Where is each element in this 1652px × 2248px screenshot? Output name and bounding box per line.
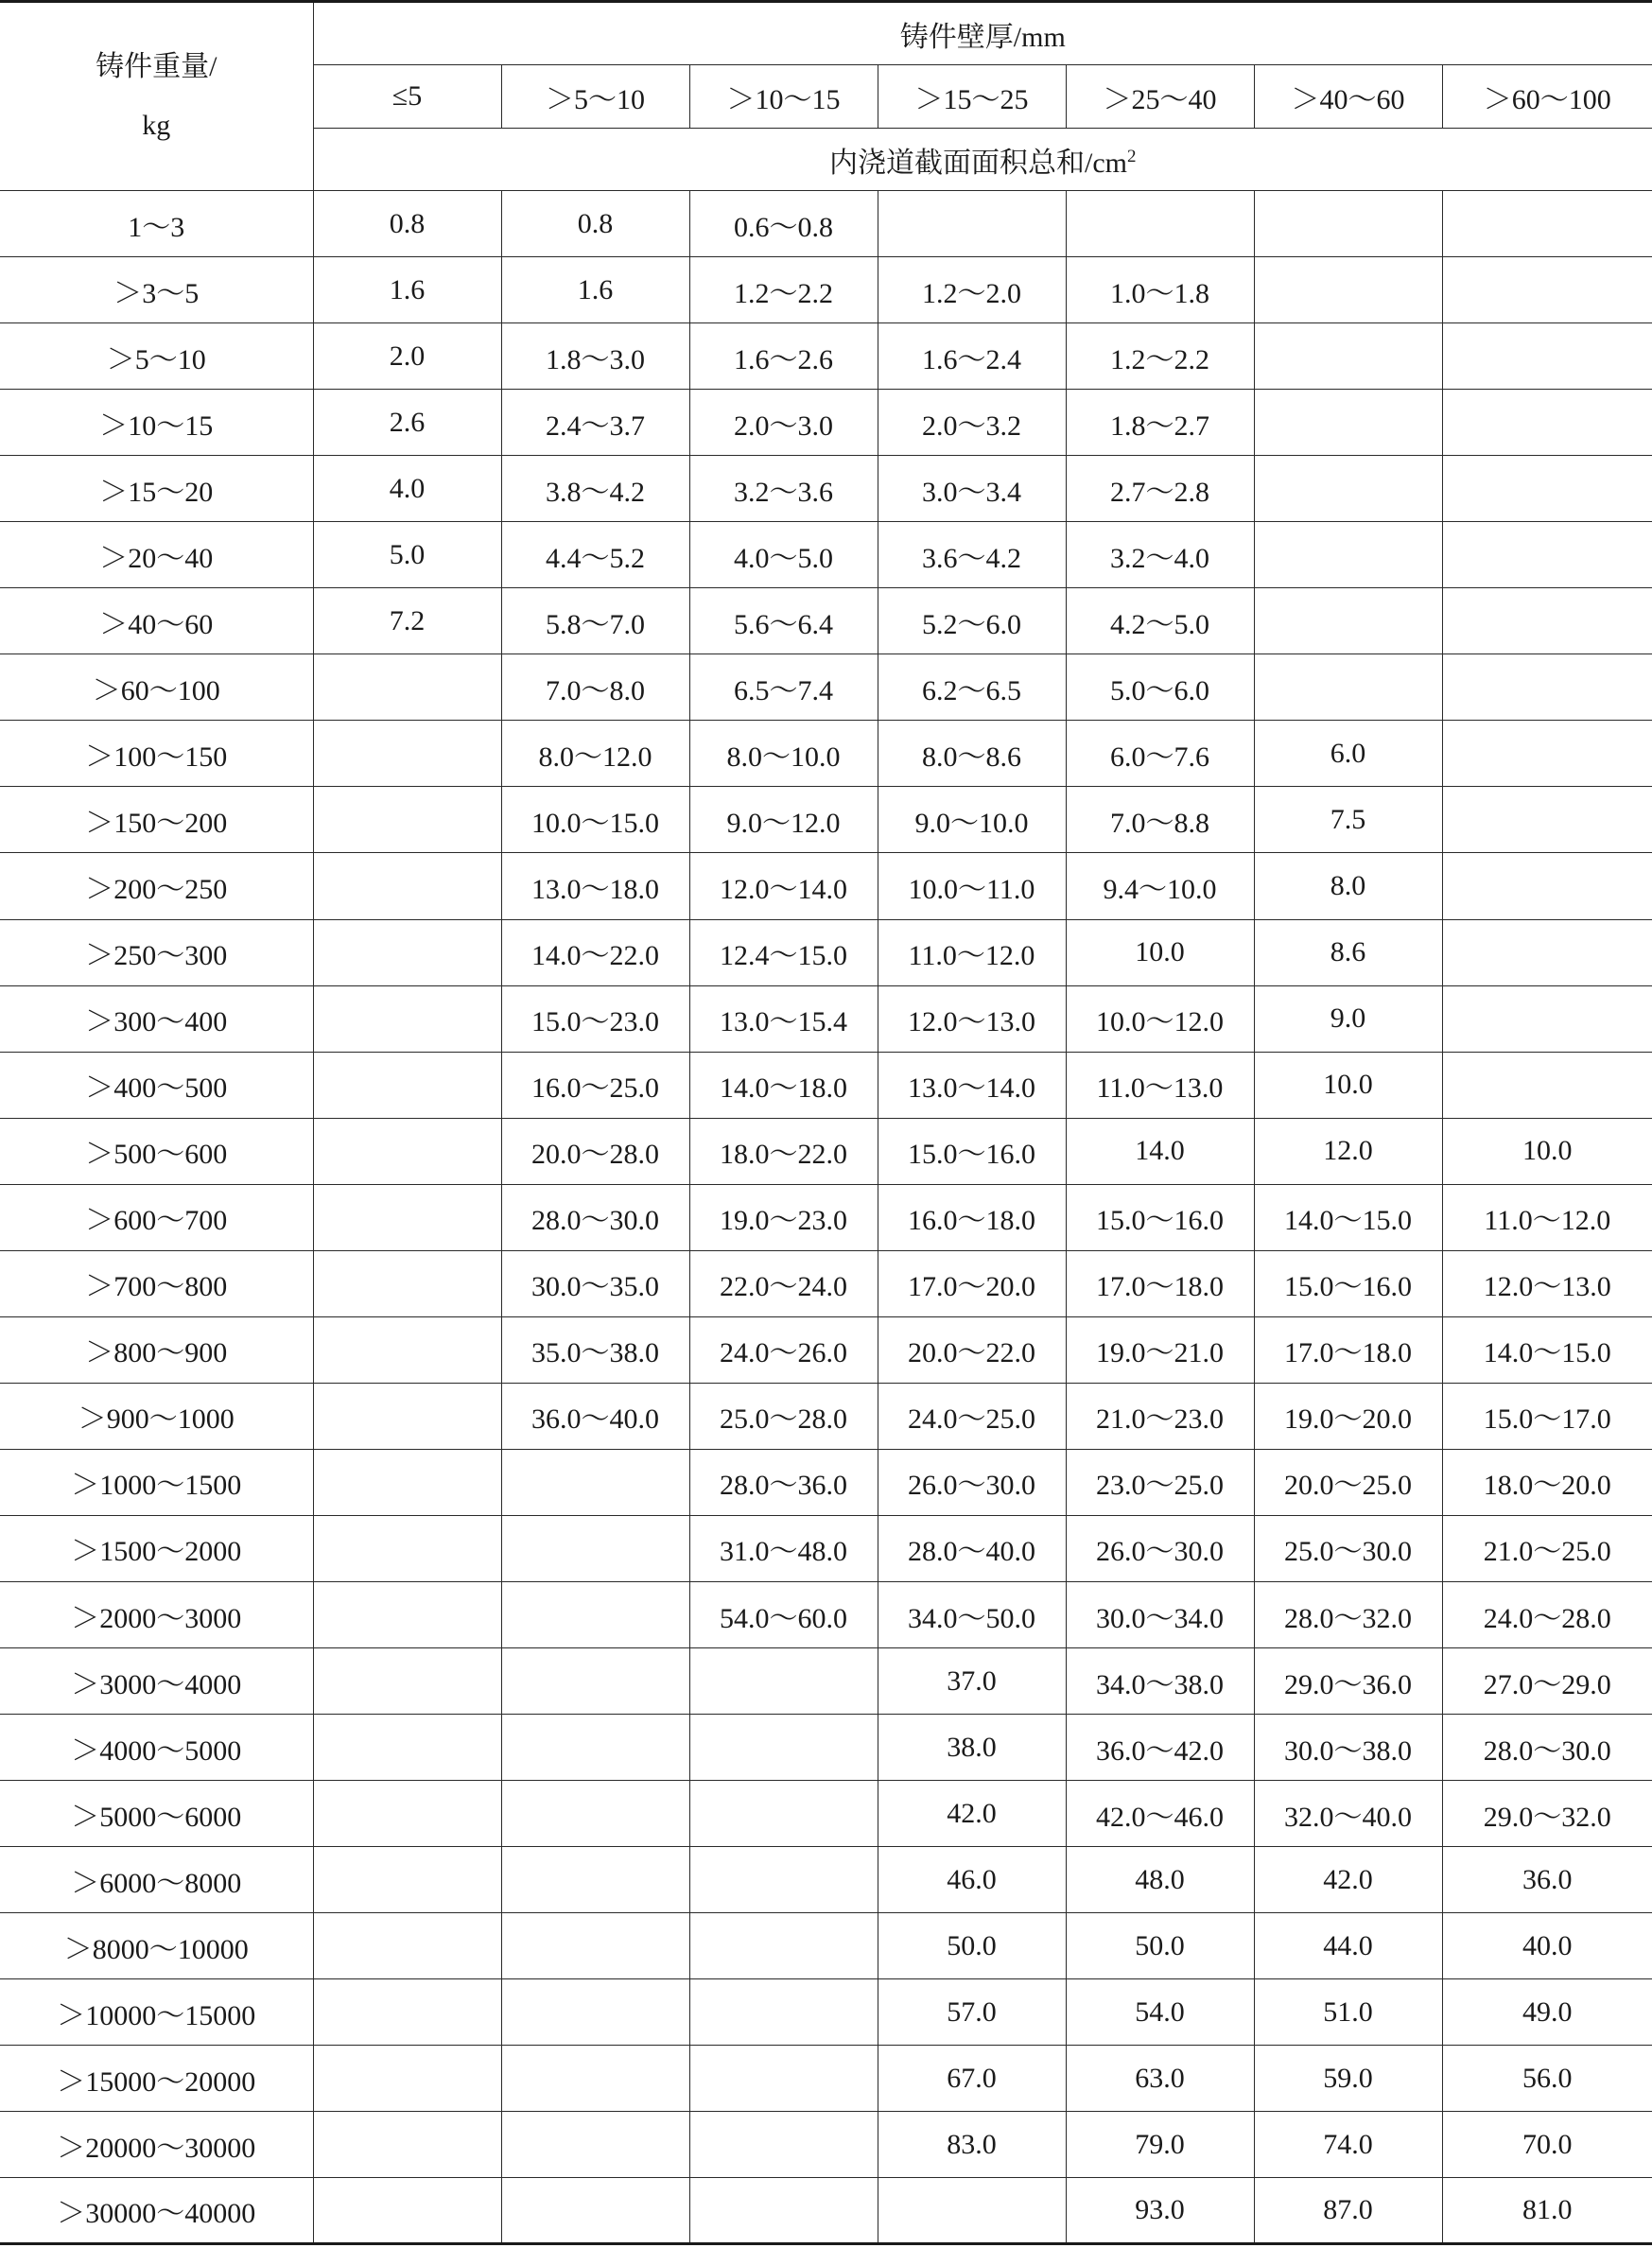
gate-area-cell: 16.0～25.0 [501, 1052, 689, 1118]
gate-area-cell: 42.0 [1254, 1847, 1442, 1913]
gate-area-cell [689, 2178, 878, 2244]
table-row [0, 2112, 1652, 2178]
weight-range-cell: ＞15～20 [0, 456, 313, 522]
gate-area-cell [313, 1250, 501, 1316]
gate-area-cell: 6.0～7.6 [1066, 721, 1254, 787]
gate-area-cell [313, 1184, 501, 1250]
gate-area-cell: 15.0～16.0 [1066, 1184, 1254, 1250]
gate-area-cell [1442, 787, 1652, 853]
gate-area-cell: 13.0～15.4 [689, 985, 878, 1052]
gate-area-cell: 28.0～30.0 [501, 1184, 689, 1250]
gate-area-cell: 2.0～3.2 [878, 390, 1066, 456]
gate-area-cell [313, 1383, 501, 1449]
gate-area-cell [1066, 191, 1254, 257]
gate-area-cell [878, 2178, 1066, 2244]
gate-area-cell: 20.0～25.0 [1254, 1449, 1442, 1515]
table-row [0, 191, 1652, 257]
weight-range-cell: ＞200～250 [0, 853, 313, 919]
gate-area-cell: 36.0 [1442, 1847, 1652, 1913]
weight-range-cell: ＞20000～30000 [0, 2112, 313, 2178]
weight-range-cell: ＞2000～3000 [0, 1581, 313, 1647]
table-row [0, 1979, 1652, 2046]
gate-area-cell: 9.0 [1254, 985, 1442, 1052]
weight-range-cell: ＞1000～1500 [0, 1449, 313, 1515]
gate-area-cell: 38.0 [878, 1715, 1066, 1781]
gate-area-cell: 12.0～13.0 [878, 985, 1066, 1052]
gate-area-cell: 10.0～11.0 [878, 853, 1066, 919]
gate-area-cell [313, 2046, 501, 2112]
gate-area-cell: 24.0～25.0 [878, 1383, 1066, 1449]
gate-area-cell: 0.8 [501, 191, 689, 257]
gate-area-cell: 54.0～60.0 [689, 1581, 878, 1647]
gate-area-cell [313, 1052, 501, 1118]
gate-area-cell: 59.0 [1254, 2046, 1442, 2112]
gate-area-cell: 17.0～18.0 [1066, 1250, 1254, 1316]
gate-area-cell: 4.4～5.2 [501, 522, 689, 588]
table-row [0, 588, 1652, 654]
gate-area-cell: 10.0 [1066, 919, 1254, 985]
gate-area-cell: 67.0 [878, 2046, 1066, 2112]
gate-area-cell: 5.0～6.0 [1066, 654, 1254, 721]
gate-area-cell: 57.0 [878, 1979, 1066, 2046]
gate-area-cell: 13.0～14.0 [878, 1052, 1066, 1118]
table-row [0, 853, 1652, 919]
gate-area-cell: 0.8 [313, 191, 501, 257]
gate-area-cell [501, 1781, 689, 1847]
gate-area-cell [689, 2112, 878, 2178]
gate-area-cell [1254, 390, 1442, 456]
gate-area-cell: 11.0～12.0 [1442, 1184, 1652, 1250]
table-header [0, 2, 1652, 191]
gate-area-cell: 30.0～35.0 [501, 1250, 689, 1316]
gate-area-cell [689, 1913, 878, 1979]
gate-area-cell: 15.0～23.0 [501, 985, 689, 1052]
gate-area-cell [501, 1847, 689, 1913]
gate-area-cell: 5.2～6.0 [878, 588, 1066, 654]
thickness-range-header: ＞40～60 [1254, 65, 1442, 129]
gate-area-cell [501, 1449, 689, 1515]
weight-range-cell: ＞60～100 [0, 654, 313, 721]
thickness-range-header: ＞15～25 [878, 65, 1066, 129]
weight-range-cell: ＞15000～20000 [0, 2046, 313, 2112]
table-row [0, 985, 1652, 1052]
gate-area-cell [313, 1515, 501, 1581]
table-row [0, 1250, 1652, 1316]
table-row [0, 1648, 1652, 1715]
gate-area-cell: 16.0～18.0 [878, 1184, 1066, 1250]
gate-area-cell [689, 1781, 878, 1847]
gate-area-cell [1442, 588, 1652, 654]
weight-range-cell: ＞5～10 [0, 323, 313, 390]
gate-area-cell: 8.0～12.0 [501, 721, 689, 787]
gate-area-cell [313, 1648, 501, 1715]
gate-area-cell: 30.0～34.0 [1066, 1581, 1254, 1647]
table-row [0, 1449, 1652, 1515]
gate-area-cell [313, 1979, 501, 2046]
gate-area-cell: 11.0～13.0 [1066, 1052, 1254, 1118]
weight-range-cell: ＞500～600 [0, 1118, 313, 1184]
gate-area-cell: 14.0～15.0 [1254, 1184, 1442, 1250]
table-body [0, 191, 1652, 2244]
gate-area-cell [689, 1979, 878, 2046]
gate-area-cell: 32.0～40.0 [1254, 1781, 1442, 1847]
weight-range-cell: ＞100～150 [0, 721, 313, 787]
gate-area-cell: 15.0～16.0 [1254, 1250, 1442, 1316]
gate-area-cell [313, 1449, 501, 1515]
table-row [0, 1847, 1652, 1913]
weight-range-cell: ＞400～500 [0, 1052, 313, 1118]
gate-area-cell: 49.0 [1442, 1979, 1652, 2046]
table-row [0, 1715, 1652, 1781]
gate-area-cell: 34.0～50.0 [878, 1581, 1066, 1647]
table-row [0, 1383, 1652, 1449]
gate-area-cell [1442, 257, 1652, 323]
gate-area-cell: 3.2～3.6 [689, 456, 878, 522]
table-row [0, 1913, 1652, 1979]
gate-area-cell: 37.0 [878, 1648, 1066, 1715]
table-row [0, 1581, 1652, 1647]
gate-area-cell [313, 853, 501, 919]
gate-area-cell [1442, 985, 1652, 1052]
gate-area-cell [501, 1648, 689, 1715]
table-row [0, 919, 1652, 985]
gate-area-cell: 19.0～20.0 [1254, 1383, 1442, 1449]
gate-area-cell: 21.0～23.0 [1066, 1383, 1254, 1449]
gate-area-cell: 28.0～30.0 [1442, 1715, 1652, 1781]
weight-range-cell: ＞30000～40000 [0, 2178, 313, 2244]
weight-range-cell: ＞40～60 [0, 588, 313, 654]
gate-area-cell [1442, 191, 1652, 257]
gate-area-cell: 30.0～38.0 [1254, 1715, 1442, 1781]
gate-area-cell: 2.4～3.7 [501, 390, 689, 456]
gate-area-cell: 1.6～2.4 [878, 323, 1066, 390]
gate-area-cell [1254, 654, 1442, 721]
gate-area-cell: 4.0 [313, 456, 501, 522]
gate-area-cell: 6.5～7.4 [689, 654, 878, 721]
gate-area-cell: 10.0～12.0 [1066, 985, 1254, 1052]
gate-area-cell: 48.0 [1066, 1847, 1254, 1913]
gate-area-cell: 17.0～18.0 [1254, 1316, 1442, 1383]
gate-area-cell: 20.0～22.0 [878, 1316, 1066, 1383]
gate-area-cell [1442, 721, 1652, 787]
table-row [0, 1781, 1652, 1847]
gate-area-cell: 3.2～4.0 [1066, 522, 1254, 588]
weight-column-header [0, 2, 313, 191]
weight-range-cell: ＞5000～6000 [0, 1781, 313, 1847]
gate-area-cell: 81.0 [1442, 2178, 1652, 2244]
gate-area-cell: 0.6～0.8 [689, 191, 878, 257]
gate-area-cell [1254, 257, 1442, 323]
gate-area-cell: 22.0～24.0 [689, 1250, 878, 1316]
gate-area-cell [313, 919, 501, 985]
gate-area-cell: 28.0～40.0 [878, 1515, 1066, 1581]
weight-range-cell: ＞150～200 [0, 787, 313, 853]
gate-area-cell [313, 1316, 501, 1383]
gate-area-cell [501, 1979, 689, 2046]
weight-range-cell: 1～3 [0, 191, 313, 257]
gate-area-cell: 12.4～15.0 [689, 919, 878, 985]
table-row [0, 323, 1652, 390]
weight-range-cell: ＞700～800 [0, 1250, 313, 1316]
gate-area-cell: 31.0～48.0 [689, 1515, 878, 1581]
gate-area-cell: 18.0～22.0 [689, 1118, 878, 1184]
gate-area-cell: 18.0～20.0 [1442, 1449, 1652, 1515]
gate-area-cell: 9.4～10.0 [1066, 853, 1254, 919]
gate-area-cell: 3.0～3.4 [878, 456, 1066, 522]
thickness-range-header: ＞25～40 [1066, 65, 1254, 129]
gate-area-cell: 9.0～10.0 [878, 787, 1066, 853]
gate-area-cell: 42.0 [878, 1781, 1066, 1847]
gate-area-cell: 6.0 [1254, 721, 1442, 787]
gate-area-cell: 20.0～28.0 [501, 1118, 689, 1184]
area-label: 内浇道截面面积总和/cm [829, 147, 1128, 179]
gate-area-cell [313, 1118, 501, 1184]
gate-area-cell [313, 2112, 501, 2178]
weight-range-cell: ＞300～400 [0, 985, 313, 1052]
gate-area-cell [501, 1913, 689, 1979]
table-row [0, 654, 1652, 721]
gate-area-cell [1442, 390, 1652, 456]
gate-area-cell: 9.0～12.0 [689, 787, 878, 853]
gate-area-cell: 8.6 [1254, 919, 1442, 985]
table-row [0, 787, 1652, 853]
gate-area-cell: 12.0～14.0 [689, 853, 878, 919]
gate-area-cell: 3.8～4.2 [501, 456, 689, 522]
gate-area-cell: 56.0 [1442, 2046, 1652, 2112]
gate-area-cell: 1.0～1.8 [1066, 257, 1254, 323]
gate-area-cell [313, 787, 501, 853]
gate-area-cell: 51.0 [1254, 1979, 1442, 2046]
gate-area-cell: 11.0～12.0 [878, 919, 1066, 985]
gate-area-cell: 4.0～5.0 [689, 522, 878, 588]
weight-label-line1: 铸件重量/ [96, 51, 217, 82]
table-row [0, 1118, 1652, 1184]
gate-area-cell: 13.0～18.0 [501, 853, 689, 919]
gate-area-cell: 46.0 [878, 1847, 1066, 1913]
gate-area-cell: 14.0～22.0 [501, 919, 689, 985]
gate-area-cell: 63.0 [1066, 2046, 1254, 2112]
table-row [0, 2178, 1652, 2244]
gate-area-cell: 2.0 [313, 323, 501, 390]
weight-range-cell: ＞10000～15000 [0, 1979, 313, 2046]
gate-area-cell [689, 1847, 878, 1913]
gate-area-cell [878, 191, 1066, 257]
weight-range-cell: ＞20～40 [0, 522, 313, 588]
gate-area-cell: 35.0～38.0 [501, 1316, 689, 1383]
gate-area-cell: 25.0～28.0 [689, 1383, 878, 1449]
gate-area-cell: 10.0～15.0 [501, 787, 689, 853]
gate-area-cell: 40.0 [1442, 1913, 1652, 1979]
gate-area-cell [313, 1781, 501, 1847]
gate-area-cell: 79.0 [1066, 2112, 1254, 2178]
gate-area-cell [501, 2112, 689, 2178]
gate-area-cell: 36.0～40.0 [501, 1383, 689, 1449]
table-row [0, 721, 1652, 787]
weight-range-cell: ＞600～700 [0, 1184, 313, 1250]
gate-area-cell [501, 1515, 689, 1581]
gate-area-cell [501, 1581, 689, 1647]
gate-area-cell: 42.0～46.0 [1066, 1781, 1254, 1847]
gate-area-cell: 36.0～42.0 [1066, 1715, 1254, 1781]
gate-area-cell: 54.0 [1066, 1979, 1254, 2046]
weight-range-cell: ＞4000～5000 [0, 1715, 313, 1781]
gate-area-cell [689, 1648, 878, 1715]
gate-area-cell: 87.0 [1254, 2178, 1442, 2244]
gate-area-cell [1442, 654, 1652, 721]
gate-area-cell [1442, 853, 1652, 919]
gate-area-cell: 74.0 [1254, 2112, 1442, 2178]
gate-area-cell: 12.0～13.0 [1442, 1250, 1652, 1316]
weight-range-cell: ＞6000～8000 [0, 1847, 313, 1913]
gate-area-cell: 15.0～17.0 [1442, 1383, 1652, 1449]
gate-area-cell [1254, 522, 1442, 588]
gate-area-cell: 34.0～38.0 [1066, 1648, 1254, 1715]
table-row [0, 1184, 1652, 1250]
weight-range-cell: ＞1500～2000 [0, 1515, 313, 1581]
weight-range-cell: ＞3～5 [0, 257, 313, 323]
gate-area-cell: 2.7～2.8 [1066, 456, 1254, 522]
table-row [0, 522, 1652, 588]
gate-area-cell [1254, 456, 1442, 522]
gate-area-cell: 7.0～8.8 [1066, 787, 1254, 853]
thickness-range-header: ＞5～10 [501, 65, 689, 129]
gate-area-cell: 17.0～20.0 [878, 1250, 1066, 1316]
table-row [0, 1316, 1652, 1383]
wall-thickness-header: 铸件壁厚/mm [313, 2, 1652, 65]
gate-area-cell: 25.0～30.0 [1254, 1515, 1442, 1581]
gate-area-cell [1254, 191, 1442, 257]
gate-area-cell [313, 985, 501, 1052]
gate-area-cell: 1.6 [501, 257, 689, 323]
gate-area-cell: 15.0～16.0 [878, 1118, 1066, 1184]
gate-area-cell: 2.6 [313, 390, 501, 456]
gate-area-cell [1442, 456, 1652, 522]
weight-range-cell: ＞8000～10000 [0, 1913, 313, 1979]
gate-area-cell: 28.0～32.0 [1254, 1581, 1442, 1647]
weight-range-cell: ＞250～300 [0, 919, 313, 985]
gate-area-cell: 10.0 [1442, 1118, 1652, 1184]
gate-area-cell [501, 1715, 689, 1781]
gate-area-cell: 28.0～36.0 [689, 1449, 878, 1515]
gate-area-cell: 3.6～4.2 [878, 522, 1066, 588]
table-row [0, 456, 1652, 522]
gate-area-cell: 23.0～25.0 [1066, 1449, 1254, 1515]
gate-area-cell: 1.2～2.2 [1066, 323, 1254, 390]
gate-area-cell: 1.8～3.0 [501, 323, 689, 390]
weight-range-cell: ＞3000～4000 [0, 1648, 313, 1715]
gate-area-cell: 2.0～3.0 [689, 390, 878, 456]
weight-range-cell: ＞800～900 [0, 1316, 313, 1383]
gate-area-cell [313, 654, 501, 721]
gate-area-cell: 83.0 [878, 2112, 1066, 2178]
gate-area-cell [501, 2046, 689, 2112]
gate-area-cell: 8.0～10.0 [689, 721, 878, 787]
weight-range-cell: ＞900～1000 [0, 1383, 313, 1449]
gate-area-cell: 10.0 [1254, 1052, 1442, 1118]
area-header [313, 129, 1652, 191]
gate-area-cell: 8.0～8.6 [878, 721, 1066, 787]
gate-area-cell [689, 2046, 878, 2112]
gate-area-cell: 14.0～15.0 [1442, 1316, 1652, 1383]
gate-area-cell [313, 721, 501, 787]
gate-area-cell: 12.0 [1254, 1118, 1442, 1184]
gate-area-cell [501, 2178, 689, 2244]
gate-area-cell: 8.0 [1254, 853, 1442, 919]
gate-area-cell [1442, 522, 1652, 588]
thickness-range-header: ≤5 [313, 65, 501, 129]
gate-area-cell: 1.2～2.2 [689, 257, 878, 323]
gate-area-cell: 14.0～18.0 [689, 1052, 878, 1118]
gate-area-cell: 21.0～25.0 [1442, 1515, 1652, 1581]
gate-area-cell: 44.0 [1254, 1913, 1442, 1979]
table-row [0, 2046, 1652, 2112]
gate-area-cell: 7.0～8.0 [501, 654, 689, 721]
gate-area-cell: 19.0～21.0 [1066, 1316, 1254, 1383]
thickness-range-header: ＞60～100 [1442, 65, 1652, 129]
gate-area-cell: 5.6～6.4 [689, 588, 878, 654]
gate-area-cell: 1.6～2.6 [689, 323, 878, 390]
gate-area-cell: 24.0～28.0 [1442, 1581, 1652, 1647]
gate-area-cell: 93.0 [1066, 2178, 1254, 2244]
gate-area-cell [1442, 323, 1652, 390]
gate-area-cell [313, 1581, 501, 1647]
gate-area-cell: 29.0～32.0 [1442, 1781, 1652, 1847]
gate-area-cell [313, 1913, 501, 1979]
gate-area-cell: 26.0～30.0 [1066, 1515, 1254, 1581]
gate-area-cell: 1.2～2.0 [878, 257, 1066, 323]
gate-area-cell [313, 1715, 501, 1781]
gate-area-cell: 26.0～30.0 [878, 1449, 1066, 1515]
gate-area-cell: 5.8～7.0 [501, 588, 689, 654]
gate-area-cell [1254, 323, 1442, 390]
gate-area-cell: 29.0～36.0 [1254, 1648, 1442, 1715]
gate-area-cell: 5.0 [313, 522, 501, 588]
gate-area-cell: 70.0 [1442, 2112, 1652, 2178]
gate-area-cell: 7.5 [1254, 787, 1442, 853]
gate-area-cell [1442, 1052, 1652, 1118]
thickness-range-header: ＞10～15 [689, 65, 878, 129]
gate-area-cell: 7.2 [313, 588, 501, 654]
gate-area-cell: 19.0～23.0 [689, 1184, 878, 1250]
gate-area-cell: 1.6 [313, 257, 501, 323]
gate-area-cell: 1.8～2.7 [1066, 390, 1254, 456]
gate-area-cell [1442, 919, 1652, 985]
gate-area-cell: 50.0 [1066, 1913, 1254, 1979]
gate-area-cell: 6.2～6.5 [878, 654, 1066, 721]
table-row [0, 390, 1652, 456]
gate-area-cell [313, 2178, 501, 2244]
gate-area-cell [689, 1715, 878, 1781]
gate-area-cell: 50.0 [878, 1913, 1066, 1979]
weight-range-cell: ＞10～15 [0, 390, 313, 456]
weight-label-line2: kg [142, 110, 171, 141]
table-row [0, 1052, 1652, 1118]
table-row [0, 257, 1652, 323]
gate-area-cell: 27.0～29.0 [1442, 1648, 1652, 1715]
gate-area-cell: 14.0 [1066, 1118, 1254, 1184]
gate-area-cell: 24.0～26.0 [689, 1316, 878, 1383]
area-label-exponent: 2 [1127, 146, 1137, 166]
gate-area-cell: 4.2～5.0 [1066, 588, 1254, 654]
table-row [0, 1515, 1652, 1581]
gate-area-cell [313, 1847, 501, 1913]
gate-area-cell [1254, 588, 1442, 654]
